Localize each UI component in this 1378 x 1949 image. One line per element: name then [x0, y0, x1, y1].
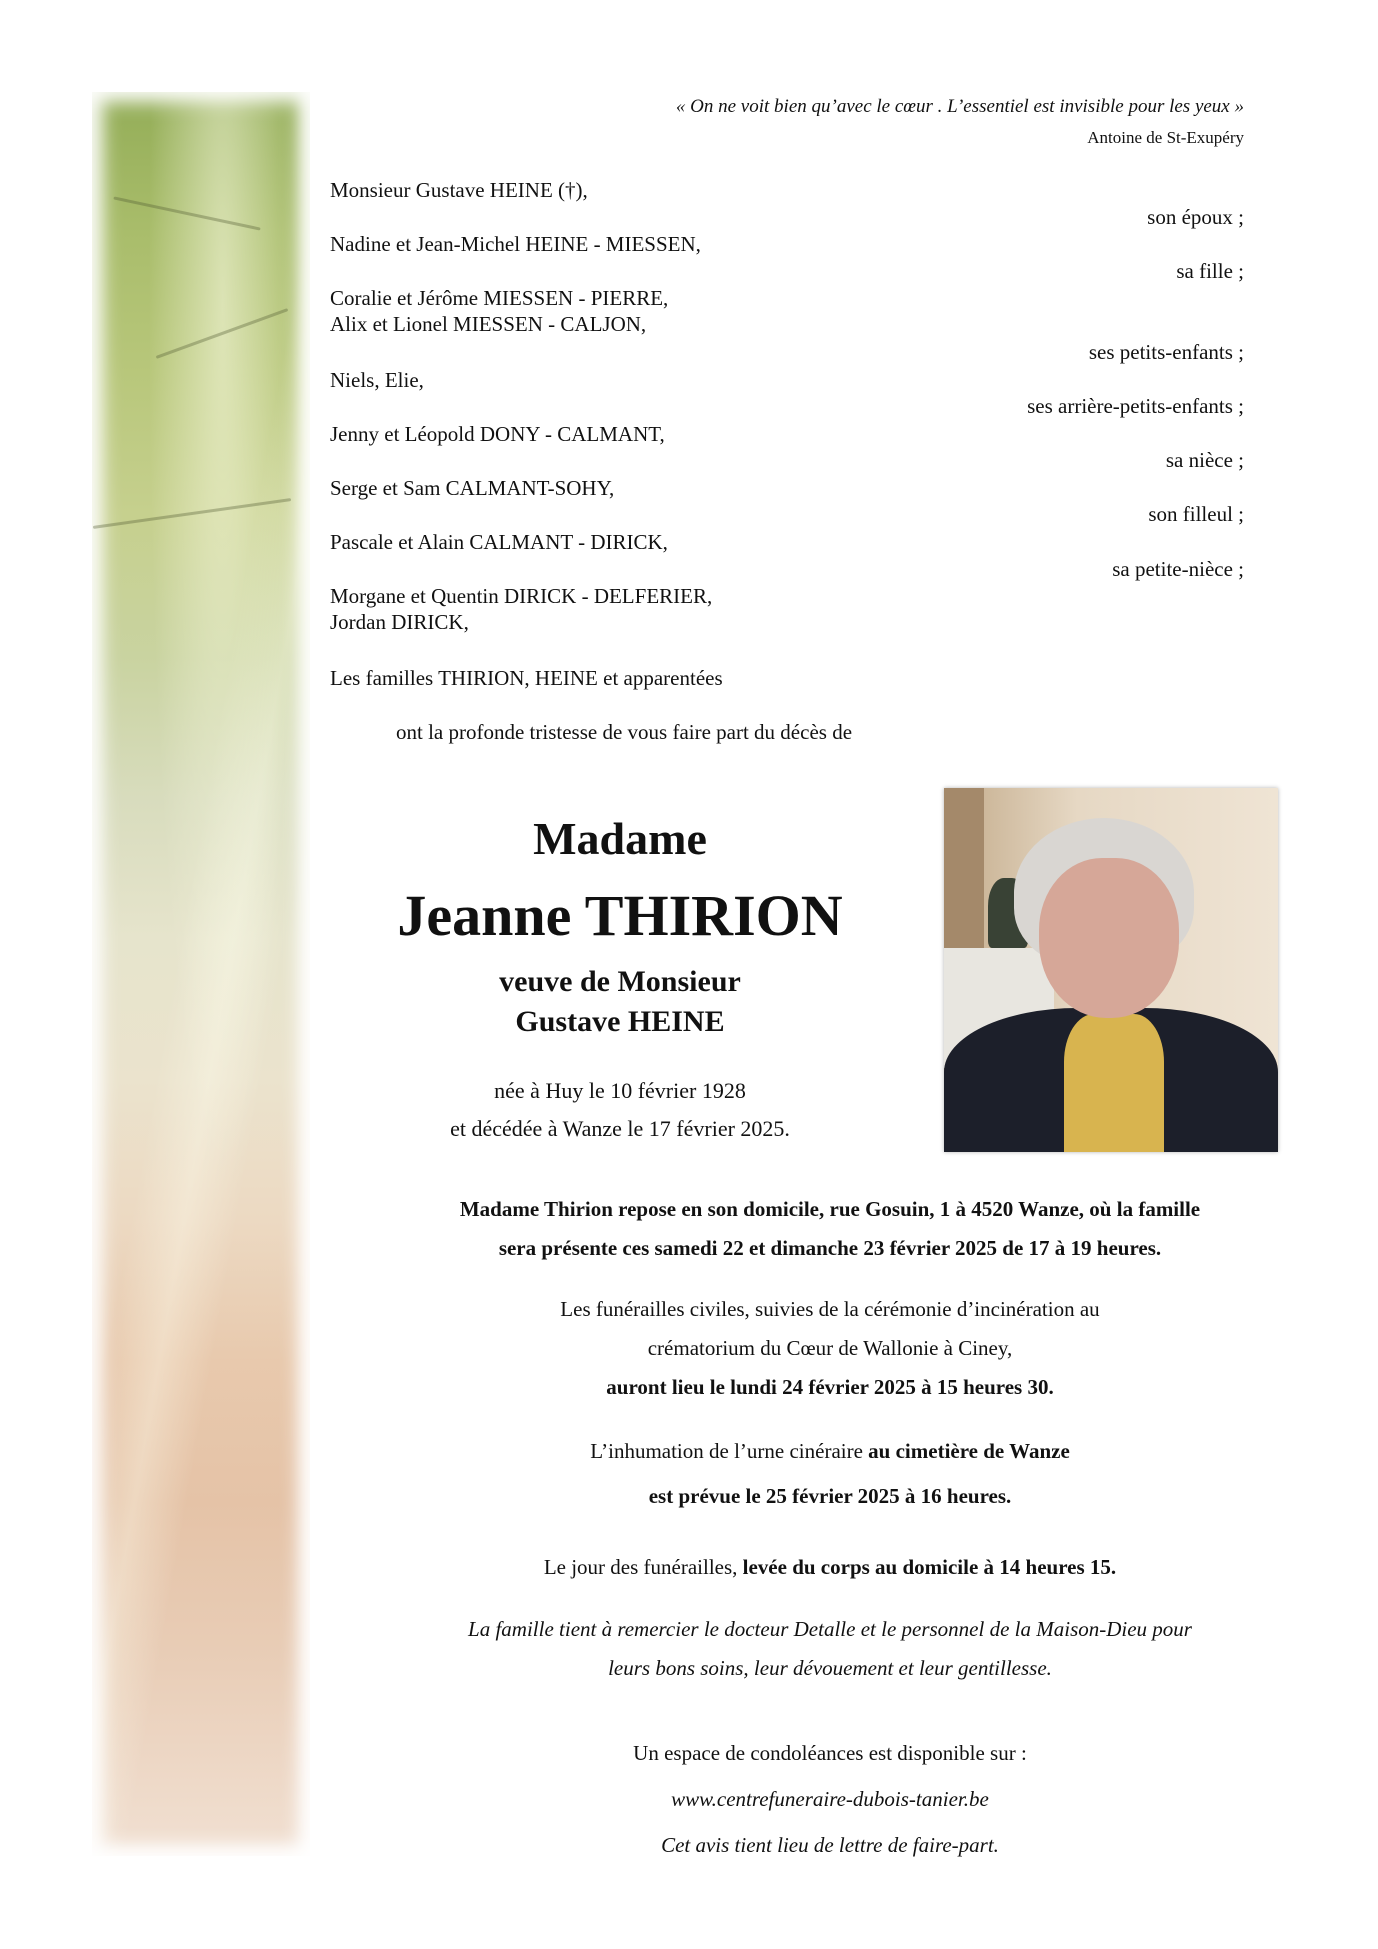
visitation-line: Madame Thirion repose en son domicile, rue Gosuin, 1 à 4520 Wanze, où la famille	[459, 1197, 1201, 1221]
family-name: Serge et Sam CALMANT-SOHY,	[330, 476, 615, 500]
birth-line: née à Huy le 10 février 1928	[494, 1078, 746, 1103]
family-name: Jordan DIRICK,	[330, 610, 469, 634]
family-relation: sa nièce ;	[1165, 448, 1244, 472]
family-relation: sa petite-nièce ;	[1112, 557, 1244, 581]
family-name: Nadine et Jean-Michel HEINE - MIESSEN,	[330, 232, 701, 256]
photo-sweater	[1064, 1014, 1164, 1152]
family-relation: sa fille ;	[1176, 259, 1244, 283]
thanks-line: La famille tient à remercier le docteur Detalle et le personnel de la Maison-Dieu pour	[468, 1617, 1192, 1641]
family-name: Pascale et Alain CALMANT - DIRICK,	[330, 530, 668, 554]
family-relation: son époux ;	[1147, 205, 1244, 229]
family-relation: son filleul ;	[1148, 502, 1244, 526]
funeral-line: Les funérailles civiles, suivies de la cérémonie d’incinération au	[560, 1297, 1100, 1321]
widow-of	[330, 962, 910, 1042]
burial-info	[330, 1432, 1330, 1516]
departure-text: Le jour des funérailles,	[543, 1555, 738, 1579]
family-name: Coralie et Jérôme MIESSEN - PIERRE,	[330, 286, 669, 310]
notice-line: Cet avis tient lieu de lettre de faire-part.	[661, 1833, 999, 1857]
announcement-intro: ont la profonde tristesse de vous faire part du décès de	[396, 720, 853, 744]
deceased-title: Madame	[533, 813, 707, 864]
family-relation: ses arrière-petits-enfants ;	[1027, 394, 1244, 418]
quote-author: Antoine de St-Exupéry	[1087, 128, 1244, 147]
deceased-name: Jeanne THIRION	[397, 883, 843, 948]
forest-path-decorative-image	[92, 92, 310, 1856]
family-name: Morgane et Quentin DIRICK - DELFERIER,	[330, 584, 713, 608]
birth-death-dates	[330, 1072, 910, 1148]
condolences-line: Un espace de condoléances est disponible sur :	[633, 1741, 1027, 1765]
burial-location: au cimetière de Wanze	[868, 1439, 1070, 1463]
funeral-line: crématorium du Cœur de Wallonie à Ciney,	[647, 1336, 1013, 1360]
burial-text: L’inhumation de l’urne cinéraire	[590, 1439, 863, 1463]
departure-info	[330, 1548, 1330, 1587]
widow-line: Gustave HEINE	[515, 1005, 725, 1038]
family-name: Niels, Elie,	[330, 368, 424, 392]
funeral-info	[330, 1290, 1330, 1407]
thanks-line: leurs bons soins, leur dévouement et leur gentillesse.	[608, 1656, 1052, 1680]
death-line: et décédée à Wanze le 17 février 2025.	[450, 1116, 790, 1141]
branch-shape	[113, 196, 260, 230]
condolences-url[interactable]: www.centrefuneraire-dubois-tanier.be	[671, 1787, 989, 1811]
visitation-line: sera présente ces samedi 22 et dimanche 23 février 2025 de 17 à 19 heures.	[498, 1236, 1162, 1260]
funeral-line: auront lieu le lundi 24 février 2025 à 15 heures 30.	[606, 1375, 1054, 1399]
branch-shape	[93, 498, 291, 529]
family-name: Les familles THIRION, HEINE et apparentées	[330, 666, 723, 690]
branch-shape	[156, 308, 289, 359]
condolences-info	[330, 1730, 1330, 1868]
thanks-message	[330, 1610, 1330, 1688]
family-name: Monsieur Gustave HEINE (†),	[330, 178, 588, 202]
family-name: Alix et Lionel MIESSEN - CALJON,	[330, 312, 647, 336]
photo-face	[1039, 858, 1179, 1018]
deceased-portrait-photo	[944, 788, 1278, 1152]
visitation-info	[330, 1190, 1330, 1268]
quote-text: « On ne voit bien qu’avec le cœur . L’essentiel est invisible pour les yeux »	[675, 96, 1244, 117]
burial-line	[330, 1432, 1330, 1471]
departure-time: levée du corps au domicile à 14 heures 15.	[742, 1555, 1117, 1579]
widow-line: veuve de Monsieur	[499, 965, 741, 998]
family-relation: ses petits-enfants ;	[1088, 340, 1244, 364]
family-name: Jenny et Léopold DONY - CALMANT,	[330, 422, 665, 446]
burial-line: est prévue le 25 février 2025 à 16 heures.	[648, 1484, 1012, 1508]
